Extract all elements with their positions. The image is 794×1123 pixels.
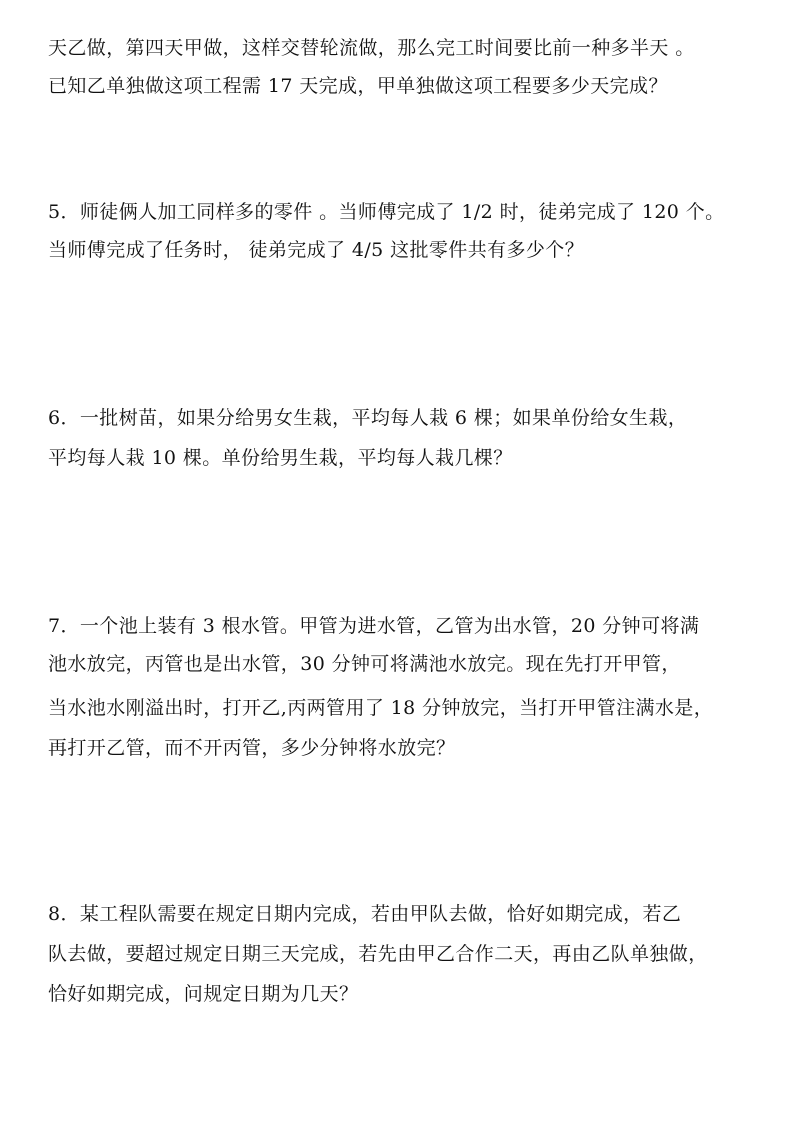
text-line: 5．师徒俩人加工同样多的零件 。当师傅完成了 1/2 时，徒弟完成了 120 个。 <box>48 201 725 223</box>
text-line: 队去做，要超过规定日期三天完成，若先由甲乙合作二天，再由乙队单独做， <box>48 943 708 965</box>
text-line: 6．一批树苗，如果分给男女生栽，平均每人栽 6 棵；如果单份给女生栽， <box>48 407 688 429</box>
text-line: 7．一个池上装有 3 根水管。甲管为进水管，乙管为出水管，20 分钟可将满 <box>48 615 700 637</box>
text-line: 池水放完，丙管也是出水管，30 分钟可将满池水放完。现在先打开甲管， <box>48 653 681 675</box>
text-line: 恰好如期完成，问规定日期为几天？ <box>48 983 359 1005</box>
text-line: 8．某工程队需要在规定日期内完成，若由甲队去做，恰好如期完成，若乙 <box>48 903 682 925</box>
text-line: 再打开乙管，而不开丙管，多少分钟将水放完？ <box>48 737 456 759</box>
text-line: 当水池水刚溢出时，打开乙,丙两管用了 18 分钟放完，当打开甲管注满水是， <box>48 697 714 719</box>
text-line: 平均每人栽 10 棵。单份给男生栽，平均每人栽几棵？ <box>48 447 513 469</box>
text-line: 天乙做，第四天甲做，这样交替轮流做，那么完工时间要比前一种多半天 。 <box>48 37 695 59</box>
text-line: 已知乙单独做这项工程需 17 天完成，甲单独做这项工程要多少天完成？ <box>48 75 668 97</box>
text-line: 当师傅完成了任务时， 徒弟完成了 4/5 这批零件共有多少个？ <box>48 239 585 261</box>
